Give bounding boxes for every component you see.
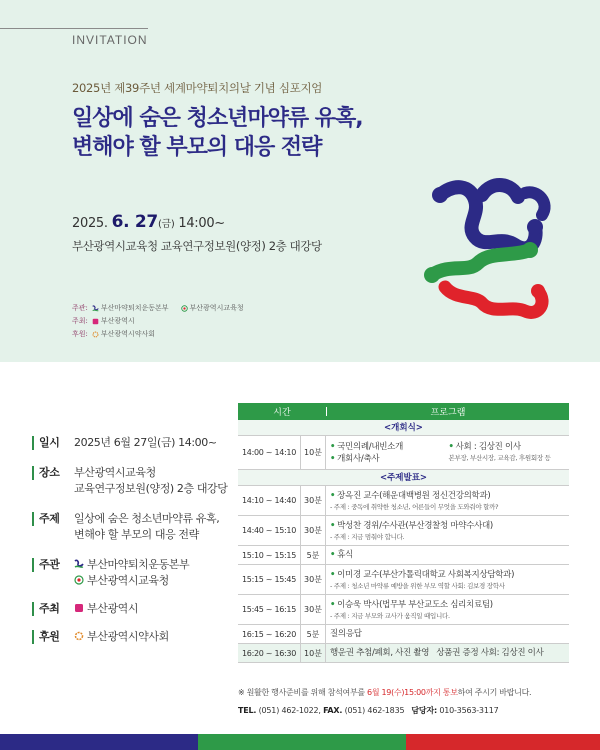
invitation-label: INVITATION [72, 33, 148, 47]
info-theme [32, 512, 219, 543]
date-prefix: 2025. [72, 216, 112, 231]
table-row [238, 625, 569, 644]
row-program: • 장옥진 교수(해운대백병원 정신건강의학과) - 주제 : 중독에 취약한 청소년, 어른들이 무엇을 도와줘야 할까? [326, 486, 569, 515]
row-time: 15:10 ~ 15:15 [242, 550, 296, 560]
row-time: 16:15 ~ 16:20 [242, 629, 296, 639]
row-duration: 5분 [300, 625, 326, 643]
item-speakers: 본부장, 부산시장, 교육감, 후원회장 등 [448, 453, 551, 462]
event-emblem-icon [420, 175, 560, 325]
notice-post: 하여 주시기 바랍니다. [457, 688, 532, 697]
row-program: • 박성찬 경위/수사관(부산경찰청 마약수사대) - 주제 : 지금 멈춰야 합니다. [326, 516, 569, 545]
info-organizer-key: 주최 [32, 602, 74, 616]
org-organizer-row [72, 315, 244, 328]
speaker-title: 박성찬 경위/수사관(부산경찰청 마약수사대) [337, 520, 493, 531]
row-time: 14:00 ~ 14:10 [242, 448, 296, 457]
event-subtitle: 2025년 제39주년 세계마약퇴치의날 기념 심포지엄 [72, 81, 323, 95]
education-office-logo-icon [74, 575, 84, 585]
item-mc: 사회 : 김상진 이사 [455, 441, 521, 452]
bottom-color-bar [0, 734, 600, 750]
divider-line [0, 28, 148, 29]
info-theme-val [74, 511, 219, 543]
org-organizer-key: 주최: [72, 317, 88, 325]
row-duration: 10분 [300, 644, 326, 662]
org-sponsor-key: 후원: [72, 330, 88, 338]
info-theme-line-1: 일상에 숨은 청소년마약류 유혹, [74, 512, 220, 525]
title-line-1: 일상에 숨은 청소년마약류 유혹, [72, 106, 363, 131]
pharmacist-assoc-logo-icon [92, 331, 99, 338]
info-sponsor-val [74, 629, 169, 645]
info-sponsor-key: 후원 [32, 630, 74, 644]
row-duration: 10분 [300, 436, 326, 469]
date-day: (금) [157, 219, 175, 230]
event-venue: 부산광역시교육청 교육연구정보원(양정) 2층 대강당 [72, 239, 322, 253]
notice-pre: ※ 원활한 행사준비를 위해 참석여부를 [238, 688, 368, 697]
education-office-logo-icon [181, 305, 188, 312]
info-place-line-1: 부산광역시교육청 [74, 466, 156, 479]
row-program [326, 644, 569, 662]
info-host [32, 558, 189, 589]
bmag-logo-icon [74, 559, 84, 569]
row-program [326, 625, 569, 643]
program-table-header [238, 403, 569, 420]
contact-info [238, 705, 499, 716]
talk-topic: - 주제 : 청소년 마약류 예방을 위한 부모 역할 사회: 김보경 장학사 [330, 581, 505, 590]
notice-deadline: 6월 19(수)15:00까지 통보 [367, 688, 458, 697]
info-place [32, 466, 228, 497]
fax-key: FAX. [323, 706, 343, 715]
row-duration: 5분 [300, 546, 326, 564]
org-sponsor-row [72, 328, 244, 341]
info-place-val [74, 465, 228, 497]
table-row [238, 565, 569, 595]
title-line-2: 변해야 할 부모의 대응 전략 [72, 135, 322, 160]
table-row [238, 546, 569, 565]
info-place-key: 장소 [32, 466, 74, 480]
info-place-line-2: 교육연구정보원(양정) 2층 대강당 [74, 482, 228, 495]
talk-topic: - 주제 : 지금 부모와 교사가 움직일 때입니다. [330, 611, 450, 620]
bmag-logo-icon [92, 305, 99, 312]
date-main: 6. 27 [111, 212, 158, 232]
info-date [32, 436, 217, 451]
row-time: 15:45 ~ 16:15 [242, 605, 296, 614]
org-list [72, 302, 244, 341]
info-organizer [32, 602, 138, 617]
row-duration: 30분 [300, 595, 326, 624]
table-row [238, 644, 569, 663]
bar-red [406, 734, 600, 750]
break-label: 휴식 [337, 550, 353, 560]
row-left-items: • 국민의례/내빈소개 • 개회사/축사 [330, 441, 403, 464]
table-row [238, 595, 569, 625]
row-time: 14:40 ~ 15:10 [242, 526, 296, 535]
event-title [72, 104, 363, 162]
org-host-key: 주관: [72, 304, 88, 312]
bar-navy [0, 734, 198, 750]
row-right-items: • 사회 : 김상진 이사 본부장, 부산시장, 교육감, 후원회장 등 [447, 441, 566, 465]
table-row [238, 516, 569, 546]
fax-number: (051) 462-1835 [342, 706, 412, 715]
info-sponsor-name: 부산광역시약사회 [87, 630, 169, 643]
header-program: 프로그램 [430, 408, 466, 418]
section-talks: <주제발표> [238, 470, 569, 486]
date-time: 14:00~ [174, 216, 225, 231]
table-row [238, 486, 569, 516]
row-time: 15:15 ~ 15:45 [242, 575, 296, 584]
contact-person-phone: 010-3563-3117 [436, 706, 499, 715]
org-host-row [72, 302, 244, 315]
info-theme-line-2: 변해야 할 부모의 대응 전략 [74, 528, 199, 541]
header-time: 시간 [273, 408, 291, 418]
info-host-line-2 [74, 573, 189, 589]
row-duration: 30분 [300, 486, 326, 515]
speaker-title: 이승욱 박사(법무부 부산교도소 심리치료팀) [337, 599, 493, 610]
item-opening-speech: 개회사/축사 [337, 453, 380, 464]
info-host-name-1: 부산마약퇴치운동본부 [87, 558, 190, 571]
info-theme-key: 주제 [32, 512, 74, 526]
tel-number: (051) 462-1022, [256, 706, 324, 715]
section-opening: <개회식> [238, 420, 569, 436]
program-table [238, 403, 569, 663]
info-sponsor [32, 630, 169, 645]
row-time: 14:10 ~ 14:40 [242, 496, 296, 505]
table-row [238, 436, 569, 470]
row-program: • 이승욱 박사(법무부 부산교도소 심리치료팀) - 주제 : 지금 부모와 교사가 움직일 때입니다. [326, 595, 569, 624]
row-program: • 휴식 [330, 550, 353, 560]
tel-key: TEL. [238, 706, 257, 715]
closing-label: 행운권 추첨/폐회, 사진 촬영 상품권 증정 사회: 김상진 이사 [330, 648, 544, 658]
org-host-1: 부산마약퇴치운동본부 [100, 304, 169, 312]
contact-person-key: 담당자: [411, 706, 437, 715]
row-duration: 30분 [300, 565, 326, 594]
rsvp-notice [238, 687, 531, 698]
speaker-title: 이미경 교수(부산가톨릭대학교 사회복지상담학과) [337, 569, 515, 580]
info-organizer-name: 부산광역시 [87, 602, 139, 615]
speaker-title: 장옥진 교수(해운대백병원 정신건강의학과) [337, 490, 491, 501]
row-time: 16:20 ~ 16:30 [242, 648, 296, 658]
talk-topic: - 주제 : 지금 멈춰야 합니다. [330, 532, 405, 541]
row-program: • 이미경 교수(부산가톨릭대학교 사회복지상담학과) - 주제 : 청소년 마약류 예방을 위한 부모 역할 사회: 김보경 장학사 [326, 565, 569, 594]
bar-green [198, 734, 406, 750]
info-host-val [74, 557, 189, 589]
org-organizer: 부산광역시 [100, 317, 135, 325]
info-host-line-1 [74, 557, 189, 573]
event-date [72, 212, 225, 232]
item-ceremony: 국민의례/내빈소개 [337, 441, 403, 452]
row-duration: 30분 [300, 516, 326, 545]
qa-label: 질의응답 [330, 629, 362, 639]
hero-panel [0, 0, 600, 362]
org-sponsor: 부산광역시약사회 [100, 330, 155, 338]
busan-city-logo-icon [92, 318, 99, 325]
info-date-val: 2025년 6월 27일(금) 14:00~ [74, 436, 217, 449]
busan-city-logo-icon [74, 603, 84, 613]
info-host-key: 주관 [32, 558, 74, 572]
talk-topic: - 주제 : 중독에 취약한 청소년, 어른들이 무엇을 도와줘야 할까? [330, 502, 499, 511]
info-date-key: 일시 [32, 436, 74, 450]
pharmacist-assoc-logo-icon [74, 631, 84, 641]
row-program [326, 436, 569, 469]
org-host-2: 부산광역시교육청 [189, 304, 244, 312]
info-host-name-2: 부산광역시교육청 [87, 574, 169, 587]
info-organizer-val [74, 601, 138, 617]
